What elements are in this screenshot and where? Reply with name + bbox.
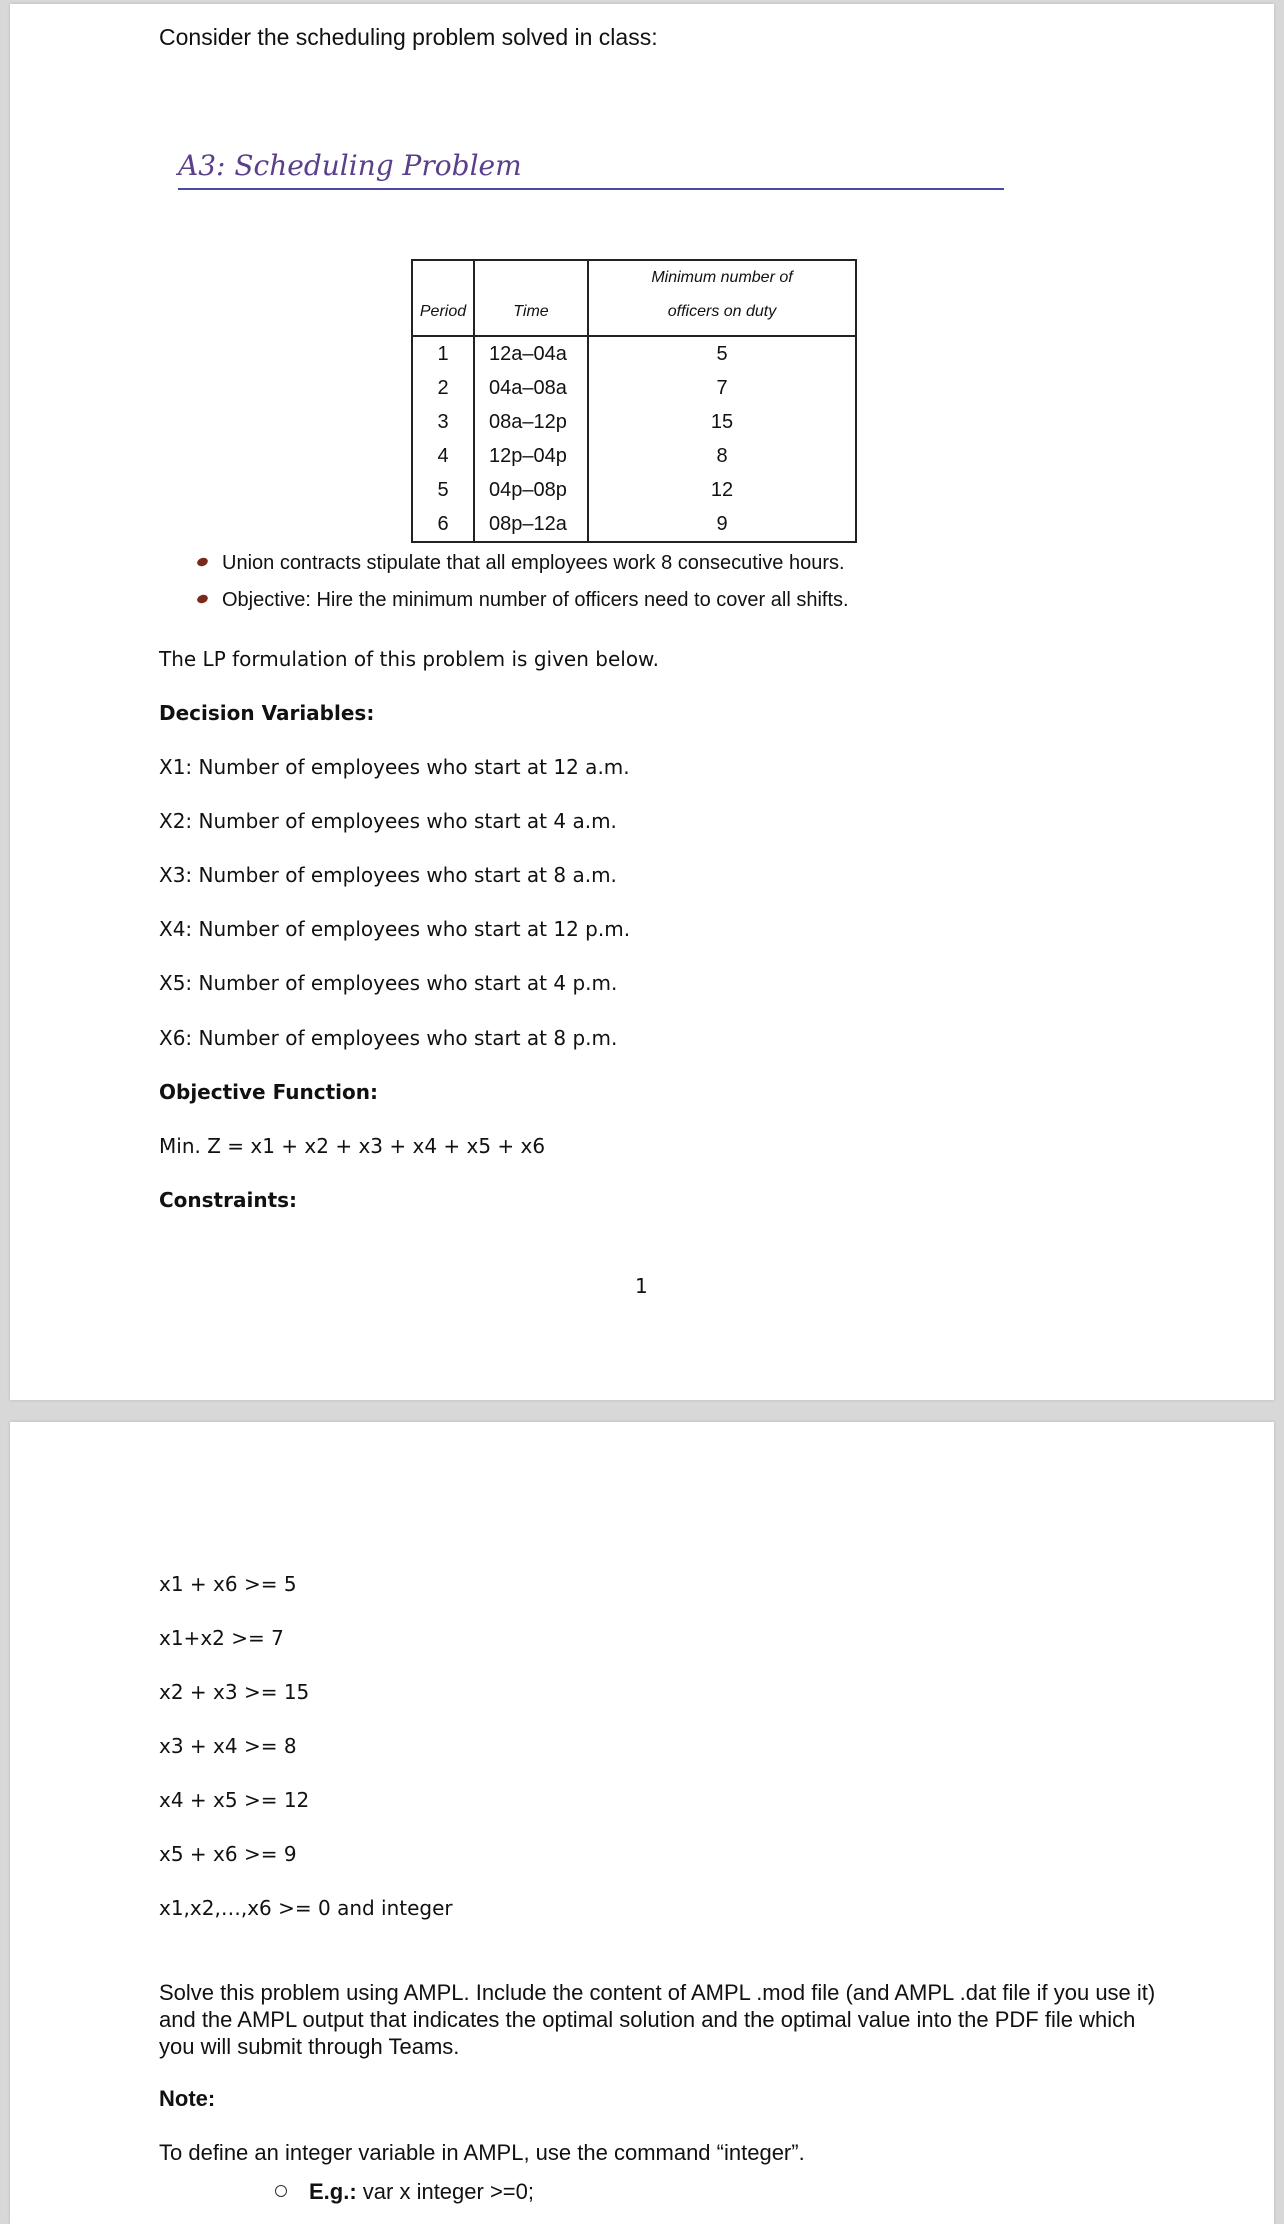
cell-time: 08p–12a — [474, 507, 588, 542]
cell-period: 3 — [437, 410, 449, 433]
slide-title-rule — [178, 188, 1004, 190]
example-label: E.g.: — [309, 2179, 357, 2204]
table-row — [412, 336, 856, 371]
bullet-item — [197, 589, 849, 612]
variable-line: X6: Number of employees who start at 8 p.m. — [159, 1026, 618, 1050]
schedule-table — [411, 259, 857, 543]
cell-time: 08a–12p — [474, 405, 588, 439]
constraint-line: x1,x2,…,x6 >= 0 and integer — [159, 1896, 453, 1920]
variable-line: X1: Number of employees who start at 12 a.m. — [159, 755, 630, 779]
table-row — [412, 405, 856, 439]
header-min-line1: Minimum number of — [651, 269, 793, 286]
header-min-line2: officers on duty — [667, 303, 777, 320]
decision-variables-heading: Decision Variables: — [159, 701, 375, 725]
cell-min: 5 — [588, 336, 856, 371]
constraint-line: x4 + x5 >= 12 — [159, 1788, 310, 1812]
cell-period: 5 — [437, 478, 449, 501]
variable-line: X4: Number of employees who start at 12 p.m. — [159, 917, 631, 941]
variable-line: X5: Number of employees who start at 4 p.m. — [159, 971, 618, 995]
cell-time: 04a–08a — [474, 371, 588, 405]
slide-title: A3: Scheduling Problem — [178, 149, 522, 182]
constraint-line: x3 + x4 >= 8 — [159, 1734, 297, 1758]
bullet-item — [197, 552, 845, 575]
constraint-line: x1 + x6 >= 5 — [159, 1572, 297, 1596]
bullet-text: Objective: Hire the minimum number of officers need to cover all shifts. — [222, 589, 849, 611]
variable-line: X2: Number of employees who start at 4 a.m. — [159, 809, 617, 833]
example-item — [275, 2179, 534, 2205]
page-2 — [10, 1422, 1274, 2224]
objective-function: Min. Z = x1 + x2 + x3 + x4 + x5 + x6 — [159, 1134, 546, 1158]
constraints-heading: Constraints: — [159, 1188, 298, 1212]
note-label: Note: — [159, 2086, 216, 2111]
cell-time: 04p–08p — [474, 473, 588, 507]
cell-period: 1 — [437, 342, 449, 365]
solve-instructions: Solve this problem using AMPL. Include the content of AMPL .mod file (and AMPL .dat file if you use it) and the AMPL output that indicates the optimal solution and the optimal value into the PDF file which you will submit through Teams. — [159, 1980, 1156, 2059]
cell-min: 15 — [588, 405, 856, 439]
header-min-officers — [588, 260, 856, 336]
objective-heading: Objective Function: — [159, 1080, 378, 1104]
cell-time: 12a–04a — [474, 336, 588, 371]
page-1 — [10, 4, 1274, 1400]
constraint-line: x5 + x6 >= 9 — [159, 1842, 297, 1866]
bullet-icon — [196, 556, 209, 567]
cell-min: 7 — [588, 371, 856, 405]
variable-line: X3: Number of employees who start at 8 a.m. — [159, 863, 617, 887]
header-period: Period — [412, 260, 474, 336]
cell-period: 4 — [437, 444, 449, 467]
cell-min: 9 — [588, 507, 856, 542]
page-number: 1 — [635, 1274, 648, 1298]
header-time: Time — [474, 260, 588, 336]
cell-time: 12p–04p — [474, 439, 588, 473]
example-code: var x integer >=0; — [356, 2179, 534, 2204]
cell-min: 12 — [588, 473, 856, 507]
note-text: To define an integer variable in AMPL, use the command “integer”. — [159, 2140, 805, 2165]
cell-period: 2 — [437, 376, 449, 399]
table-row — [412, 473, 856, 507]
bullet-text: Union contracts stipulate that all employees work 8 consecutive hours. — [222, 552, 845, 574]
bullet-icon — [196, 593, 209, 604]
cell-period: 6 — [437, 512, 449, 535]
constraint-line: x1+x2 >= 7 — [159, 1626, 284, 1650]
table-row — [412, 507, 856, 542]
table-header-row — [412, 260, 856, 336]
table-row — [412, 439, 856, 473]
table-row — [412, 371, 856, 405]
circle-bullet-icon — [275, 2185, 287, 2197]
intro-text: Consider the scheduling problem solved in class: — [159, 24, 658, 50]
lp-intro: The LP formulation of this problem is given below. — [159, 647, 659, 671]
cell-min: 8 — [588, 439, 856, 473]
constraint-line: x2 + x3 >= 15 — [159, 1680, 310, 1704]
